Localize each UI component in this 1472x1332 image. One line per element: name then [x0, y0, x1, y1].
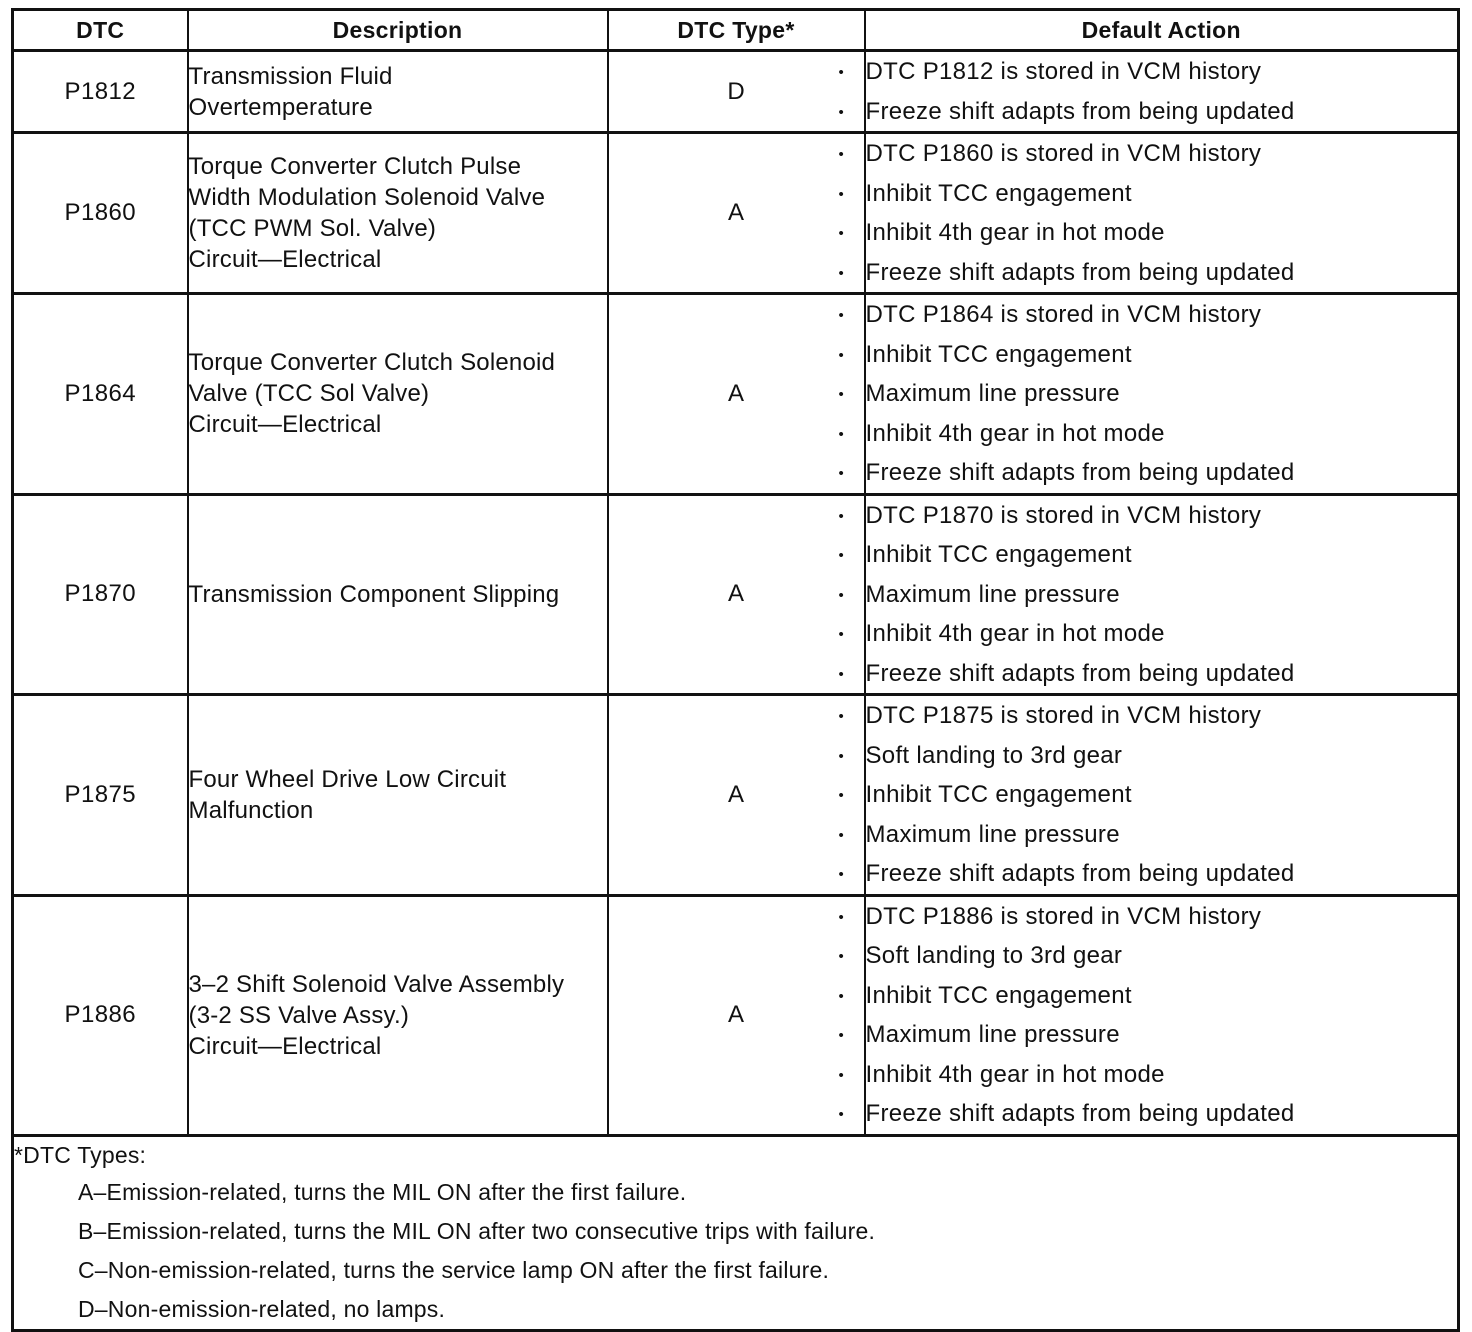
- default-actions: [865, 895, 1459, 1135]
- footnote-line: C–Non-emission-related, turns the service lamp ON after the first failure.: [78, 1256, 830, 1283]
- action-item: • Inhibit 4th gear in hot mode: [866, 213, 1458, 253]
- action-item: • Inhibit TCC engagement: [866, 335, 1458, 375]
- action-item: • Maximum line pressure: [866, 815, 1458, 855]
- footnote-line: D–Non-emission-related, no lamps.: [78, 1295, 446, 1322]
- default-actions: [865, 494, 1459, 695]
- dtc-description: [188, 695, 608, 896]
- action-list: [866, 696, 1458, 894]
- description-line: Circuit—Electrical: [188, 411, 382, 439]
- dtc-description: [188, 133, 608, 294]
- dtc-table: [11, 8, 1460, 1332]
- action-item: • Soft landing to 3rd gear: [866, 936, 1458, 976]
- dtc-code: P1875: [13, 695, 188, 896]
- table-row: [13, 695, 1459, 896]
- description-line: Four Wheel Drive Low Circuit: [188, 765, 507, 793]
- dtc-code: P1870: [13, 494, 188, 695]
- description-line: 3–2 Shift Solenoid Valve Assembly: [188, 970, 565, 998]
- dtc-description: [188, 294, 608, 495]
- header-dtc: DTC: [13, 10, 188, 51]
- default-actions: [865, 695, 1459, 896]
- header-description: Description: [188, 10, 608, 51]
- dtc-type: A: [608, 895, 865, 1135]
- table-row: [13, 51, 1459, 133]
- action-item: • DTC P1860 is stored in VCM history: [866, 134, 1458, 174]
- action-item: • Maximum line pressure: [866, 575, 1458, 615]
- dtc-description: [188, 494, 608, 695]
- action-item: • Freeze shift adapts from being updated: [866, 253, 1458, 293]
- description-line: Transmission Component Slipping: [188, 580, 560, 608]
- action-item: • Inhibit 4th gear in hot mode: [866, 1055, 1458, 1095]
- action-item: • Freeze shift adapts from being updated: [866, 654, 1458, 694]
- action-item: • DTC P1864 is stored in VCM history: [866, 295, 1458, 335]
- header-dtc-type: DTC Type*: [608, 10, 865, 51]
- default-actions: [865, 294, 1459, 495]
- header-row: [13, 10, 1459, 51]
- action-item: • Soft landing to 3rd gear: [866, 736, 1458, 776]
- action-item: • Freeze shift adapts from being updated: [866, 854, 1458, 894]
- dtc-type: A: [608, 133, 865, 294]
- action-item: • Inhibit TCC engagement: [866, 976, 1458, 1016]
- description-line: (3-2 SS Valve Assy.): [188, 1001, 410, 1029]
- description-line: Torque Converter Clutch Solenoid: [188, 349, 556, 377]
- dtc-code: P1812: [13, 51, 188, 133]
- table-row: [13, 895, 1459, 1135]
- dtc-code: P1886: [13, 895, 188, 1135]
- description-line: Overtemperature: [188, 93, 373, 121]
- description-line: Valve (TCC Sol Valve): [188, 380, 430, 408]
- description-line: Malfunction: [188, 796, 314, 824]
- description-line: Circuit—Electrical: [188, 246, 382, 273]
- action-list: [866, 295, 1458, 493]
- description-line: Transmission Fluid: [188, 62, 393, 90]
- action-list: [866, 897, 1458, 1134]
- action-item: • DTC P1812 is stored in VCM history: [866, 52, 1458, 92]
- description-line: Width Modulation Solenoid Valve: [188, 184, 546, 211]
- dtc-type: A: [608, 494, 865, 695]
- footnote-title: *DTC Types:: [14, 1141, 147, 1168]
- description-line: Torque Converter Clutch Pulse: [188, 153, 522, 180]
- action-item: • Inhibit 4th gear in hot mode: [866, 414, 1458, 454]
- action-item: • Freeze shift adapts from being updated: [866, 453, 1458, 493]
- table-row: [13, 133, 1459, 294]
- default-actions: [865, 133, 1459, 294]
- action-item: • Inhibit 4th gear in hot mode: [866, 614, 1458, 654]
- footnote-line: A–Emission-related, turns the MIL ON after the first failure.: [78, 1178, 687, 1205]
- dtc-code: P1864: [13, 294, 188, 495]
- dtc-type: A: [608, 294, 865, 495]
- table-row: [13, 294, 1459, 495]
- action-list: [866, 52, 1458, 131]
- action-list: [866, 496, 1458, 694]
- action-item: • Inhibit TCC engagement: [866, 174, 1458, 214]
- footnote-row: [13, 1135, 1459, 1330]
- dtc-description: [188, 895, 608, 1135]
- action-item: • DTC P1886 is stored in VCM history: [866, 897, 1458, 937]
- table-row: [13, 494, 1459, 695]
- dtc-type: A: [608, 695, 865, 896]
- action-item: • DTC P1875 is stored in VCM history: [866, 696, 1458, 736]
- dtc-code: P1860: [13, 133, 188, 294]
- action-item: • Inhibit TCC engagement: [866, 775, 1458, 815]
- action-list: [866, 134, 1458, 292]
- action-item: • Inhibit TCC engagement: [866, 535, 1458, 575]
- dtc-types-footnote: [13, 1135, 1459, 1330]
- action-item: • Maximum line pressure: [866, 1015, 1458, 1055]
- dtc-description: [188, 51, 608, 133]
- description-line: (TCC PWM Sol. Valve): [188, 215, 437, 242]
- action-item: • Freeze shift adapts from being updated: [866, 1094, 1458, 1134]
- header-default-action: Default Action: [865, 10, 1459, 51]
- action-item: • Freeze shift adapts from being updated: [866, 92, 1458, 132]
- description-line: Circuit—Electrical: [188, 1032, 382, 1060]
- dtc-type: D: [608, 51, 865, 133]
- action-item: • DTC P1870 is stored in VCM history: [866, 496, 1458, 536]
- footnote-line: B–Emission-related, turns the MIL ON after two consecutive trips with failure.: [78, 1217, 876, 1244]
- default-actions: [865, 51, 1459, 133]
- action-item: • Maximum line pressure: [866, 374, 1458, 414]
